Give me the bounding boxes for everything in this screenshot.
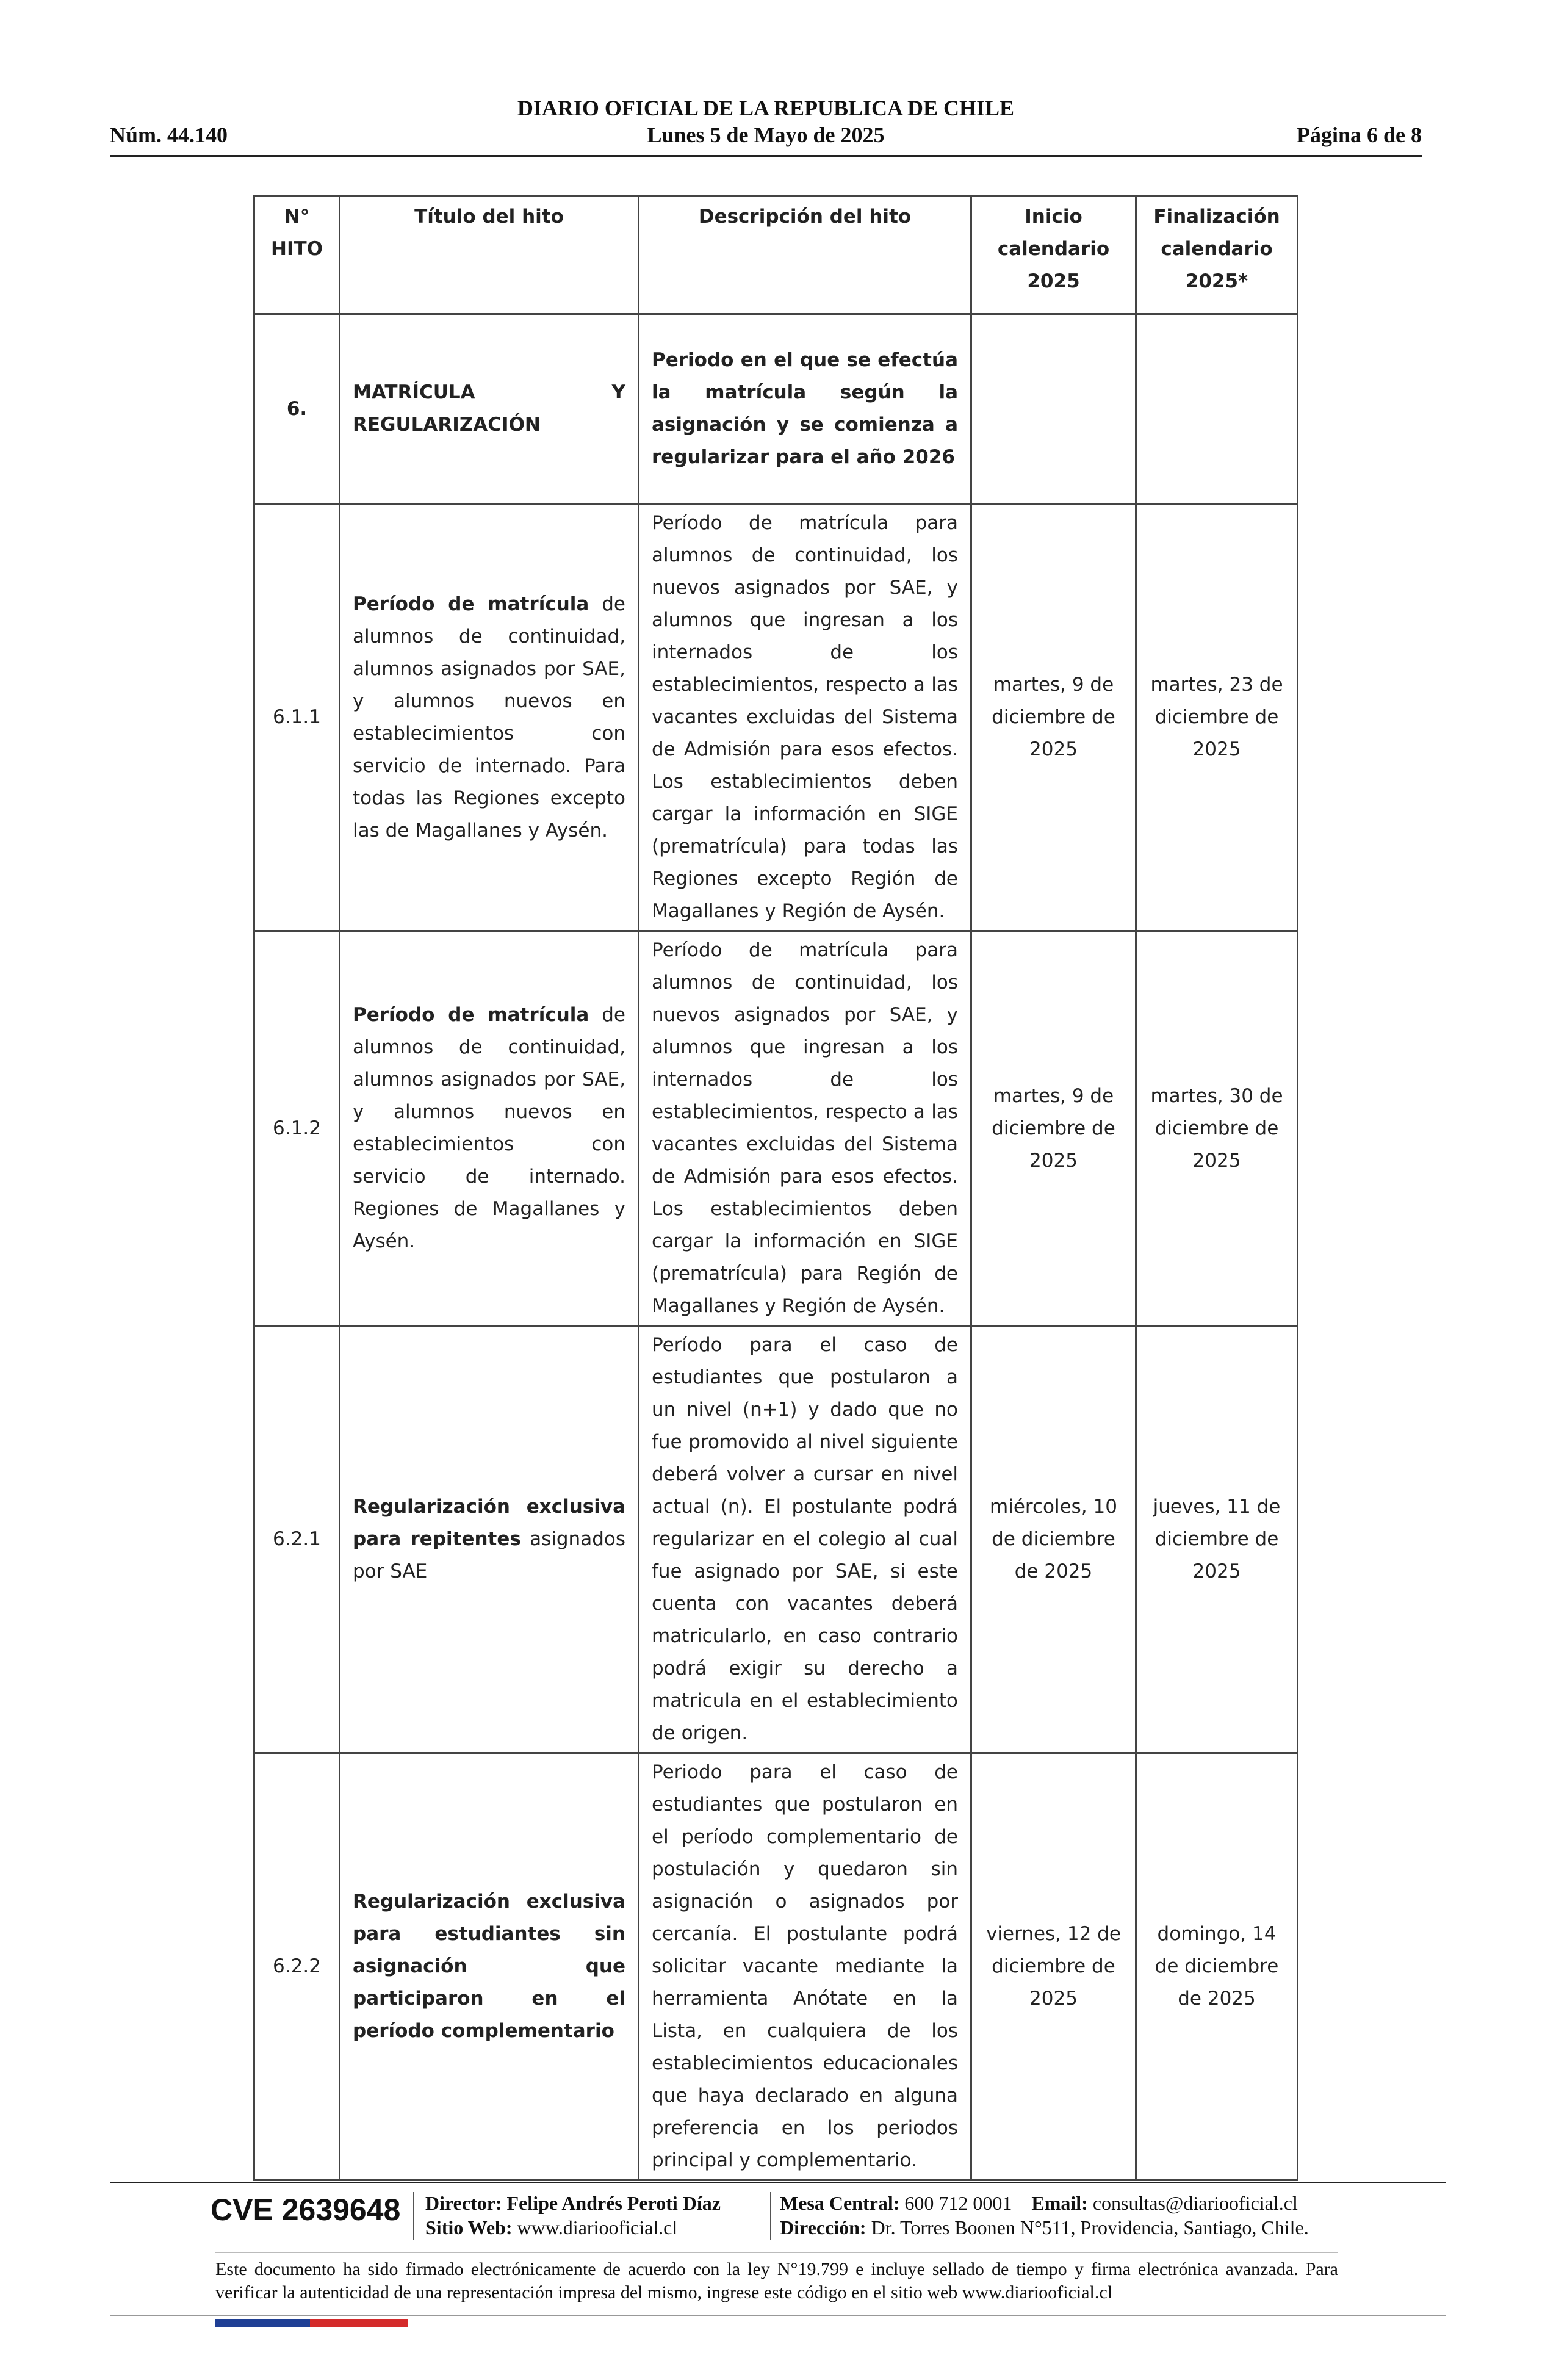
- header-divider: [110, 155, 1422, 157]
- footer-separator: [770, 2192, 771, 2240]
- director-name: Felipe Andrés Peroti Díaz: [506, 2192, 721, 2214]
- page-number: Página 6 de 8: [1296, 123, 1422, 147]
- row-num: 6.1.1: [254, 504, 340, 931]
- table-row: [254, 1753, 1298, 2180]
- milestones-table: [253, 195, 1298, 2181]
- web-label: Sitio Web:: [425, 2216, 513, 2238]
- row-num: 6.2.1: [254, 1326, 340, 1753]
- row-title-bold: Regularización exclusiva para repitentes: [353, 1496, 625, 1550]
- flag-stripe-red: [310, 2319, 408, 2327]
- address-label: Dirección:: [780, 2216, 866, 2238]
- row-title: [340, 1753, 639, 2180]
- row-start: martes, 9 de diciembre de 2025: [971, 931, 1136, 1326]
- row-title: [340, 1326, 639, 1753]
- row-end: jueves, 11 de diciembre de 2025: [1136, 1326, 1298, 1753]
- mesa-phone: 600 712 0001: [904, 2192, 1012, 2214]
- web-link[interactable]: www.diariooficial.cl: [517, 2216, 678, 2238]
- row-num: 6.2.2: [254, 1753, 340, 2180]
- footer-divider-top: [110, 2182, 1446, 2183]
- table-row: [254, 1326, 1298, 1753]
- row-desc: Período de matrícula para alumnos de continuidad, los nuevos asignados por SAE, y alumnos que ingresan a los internados de los establecimientos, respecto a las vacantes excluidas del Sistema de Admisión para esos efectos. Los establecimientos deben cargar la información en SIGE (prematrícula) para todas las Regiones excepto Región de Magallanes y Región de Aysén.: [639, 504, 971, 931]
- footer-separator: [413, 2192, 414, 2240]
- row-end: domingo, 14 de diciembre de 2025: [1136, 1753, 1298, 2180]
- director-label: Director:: [425, 2192, 502, 2214]
- row-title-bold: Período de matrícula: [353, 1004, 589, 1026]
- row-start: [971, 314, 1136, 504]
- footer-contact-block: [780, 2191, 1309, 2240]
- row-title: [340, 931, 639, 1326]
- row-start: miércoles, 10 de diciembre de 2025: [971, 1326, 1136, 1753]
- gazette-title: DIARIO OFICIAL DE LA REPUBLICA DE CHILE: [517, 96, 1015, 120]
- row-title: [340, 504, 639, 931]
- row-num: 6.: [254, 314, 340, 504]
- header-start: Inicio calendario 2025: [971, 197, 1136, 314]
- row-end: martes, 23 de diciembre de 2025: [1136, 504, 1298, 931]
- row-title-bold: Período de matrícula: [353, 593, 589, 615]
- row-title-rest: de alumnos de continuidad, alumnos asignados por SAE, y alumnos nuevos en establecimientos con servicio de internado. Regiones de Magallanes y Aysén.: [353, 1004, 625, 1252]
- page-header: [110, 90, 1422, 151]
- footer-divider-bottom: [110, 2315, 1446, 2316]
- issue-date: Lunes 5 de Mayo de 2025: [647, 123, 885, 147]
- address-text: Dr. Torres Boonen N°511, Providencia, Santiago, Chile.: [871, 2216, 1309, 2238]
- row-num: 6.1.2: [254, 931, 340, 1326]
- issue-number: Núm. 44.140: [110, 123, 228, 147]
- row-title-rest: de alumnos de continuidad, alumnos asignados por SAE, y alumnos nuevos en establecimientos con servicio de internado. Para todas las Regiones excepto las de Magallanes y Aysén.: [353, 593, 625, 842]
- row-title-rest: asignados por SAE: [353, 1528, 625, 1582]
- header-title: Título del hito: [340, 197, 639, 314]
- row-title: MATRÍCULA Y REGULARIZACIÓN: [340, 314, 639, 504]
- row-title-bold: Regularización exclusiva para estudiantes sin asignación que participaron en el período complementario: [353, 1891, 625, 2042]
- email-link[interactable]: consultas@diariooficial.cl: [1092, 2192, 1298, 2214]
- footer-divider-mid: [215, 2252, 1338, 2253]
- row-desc: Período para el caso de estudiantes que postularon a un nivel (n+1) y dado que no fue promovido al nivel siguiente deberá volver a cursar en nivel actual (n). El postulante podrá regularizar en el colegio al cual fue asignado por SAE, si este cuenta con vacantes deberá matricularlo, en caso contrario podrá exigir su derecho a matricula en el establecimiento de origen.: [639, 1326, 971, 1753]
- row-start: martes, 9 de diciembre de 2025: [971, 504, 1136, 931]
- email-label: Email:: [1031, 2192, 1088, 2214]
- table-row: [254, 504, 1298, 931]
- row-desc: Periodo en el que se efectúa la matrícula según la asignación y se comienza a regularizar para el año 2026: [639, 314, 971, 504]
- cve-code: CVE 2639648: [211, 2193, 401, 2227]
- header-end: Finalización calendario 2025*: [1136, 197, 1298, 314]
- row-end: martes, 30 de diciembre de 2025: [1136, 931, 1298, 1326]
- row-start: viernes, 12 de diciembre de 2025: [971, 1753, 1136, 2180]
- header-num: N° HITO: [254, 197, 340, 314]
- legal-notice: Este documento ha sido firmado electrónicamente de acuerdo con la ley N°19.799 e incluye sellado de tiempo y firma electrónica avanzada. Para verificar la autenticidad de una representación impresa del mismo, ingrese este código en el sitio web www.diariooficial.cl: [215, 2259, 1338, 2302]
- row-desc: Período de matrícula para alumnos de continuidad, los nuevos asignados por SAE, y alumnos que ingresan a los internados de los establecimientos, respecto a las vacantes excluidas del Sistema de Admisión para esos efectos. Los establecimientos deben cargar la información en SIGE (prematrícula) para Región de Magallanes y Región de Aysén.: [639, 931, 971, 1326]
- table-header-row: [254, 197, 1298, 314]
- milestones-table-wrapper: [253, 195, 1297, 2181]
- table-row: [254, 931, 1298, 1326]
- header-desc: Descripción del hito: [639, 197, 971, 314]
- row-end: [1136, 314, 1298, 504]
- mesa-label: Mesa Central:: [780, 2192, 900, 2214]
- footer-director-block: [425, 2191, 721, 2240]
- flag-stripe-blue: [215, 2319, 310, 2327]
- table-row: [254, 314, 1298, 504]
- row-desc: Periodo para el caso de estudiantes que postularon en el período complementario de postulación y quedaron sin asignación o asignados por cercanía. El postulante podrá solicitar vacante mediante la herramienta Anótate en la Lista, en cualquiera de los establecimientos educacionales que haya declarado en alguna preferencia en los periodos principal y complementario.: [639, 1753, 971, 2180]
